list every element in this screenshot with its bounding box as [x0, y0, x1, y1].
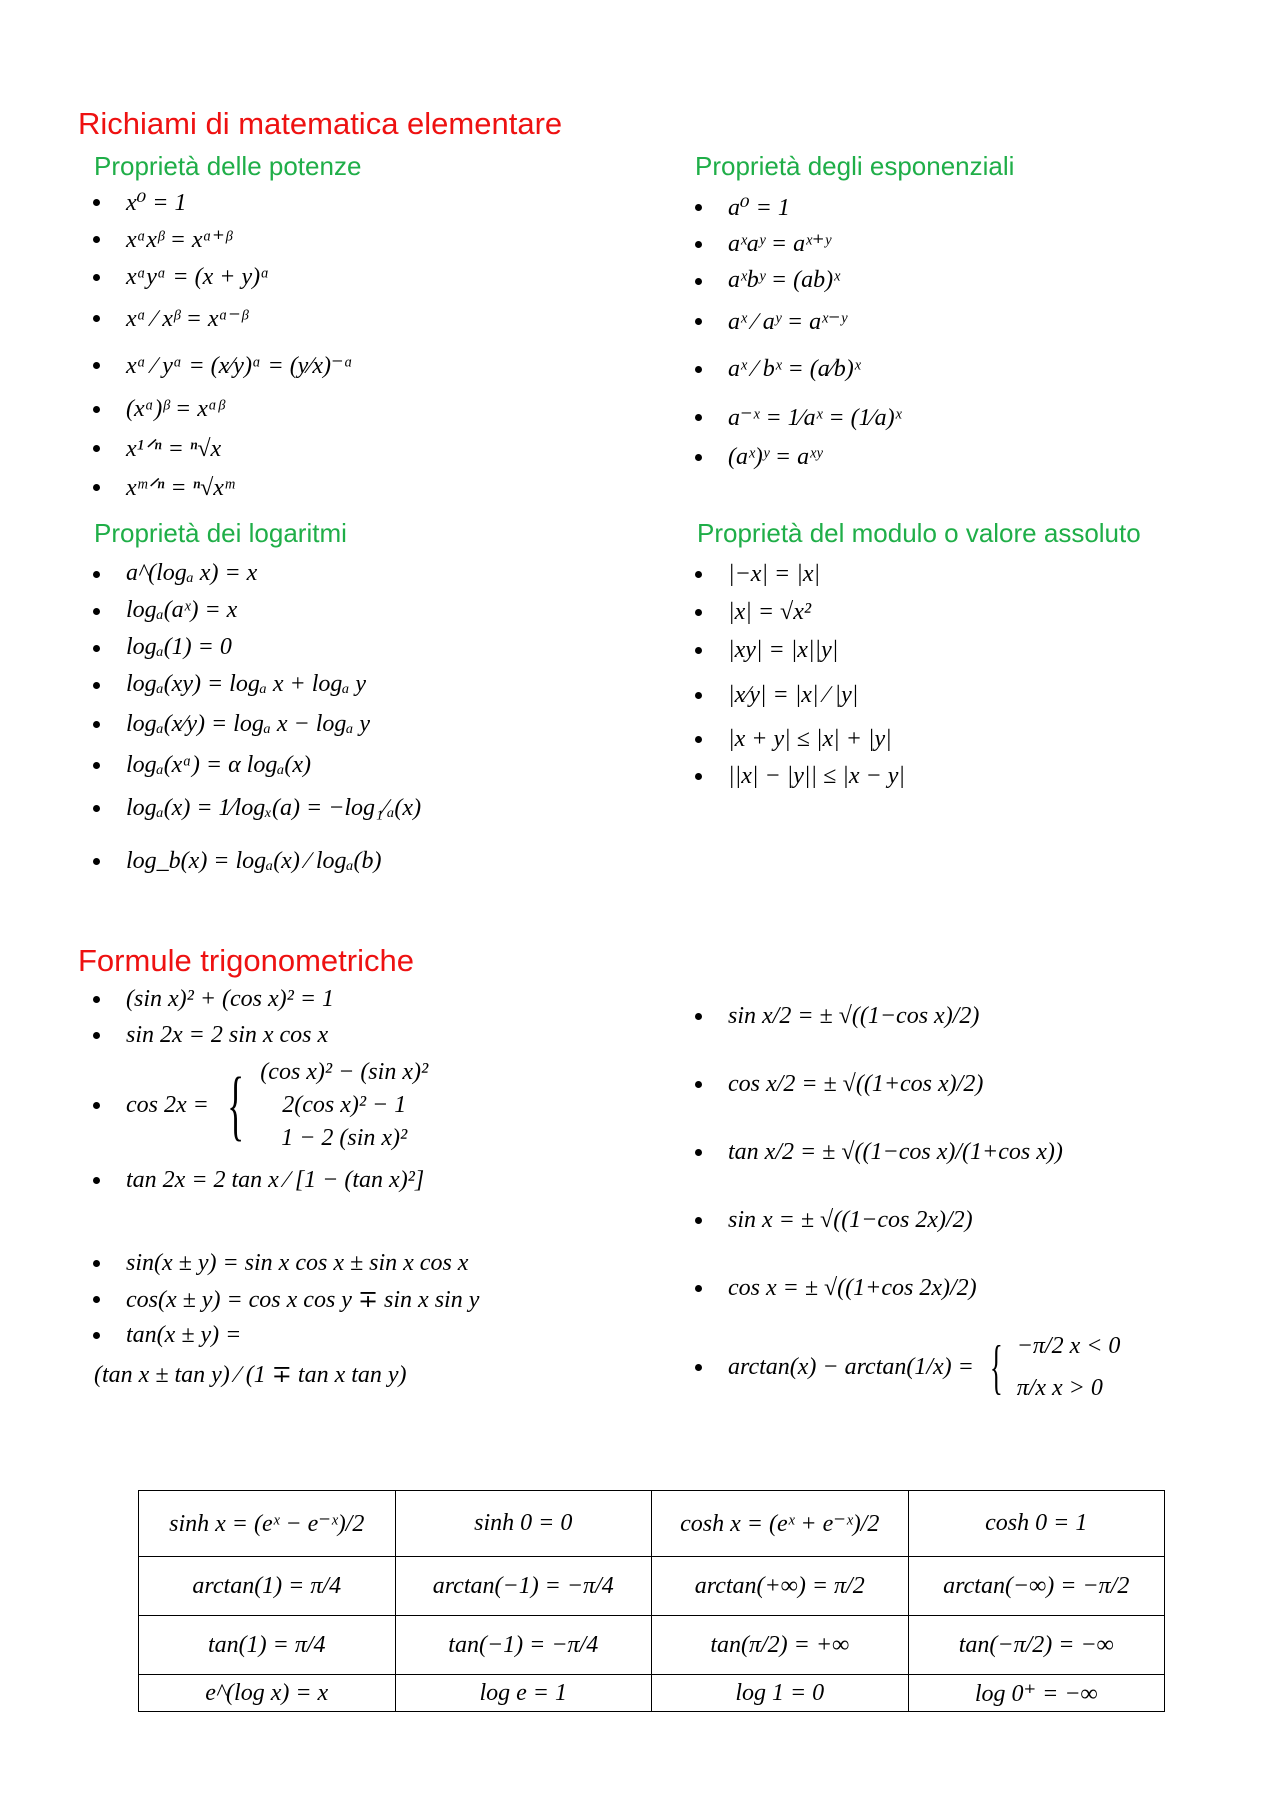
formula-item: log_b(x) = logₐ(x) ∕ logₐ(b): [80, 831, 421, 891]
heading-logarithms: Proprietà dei logaritmi: [94, 518, 347, 548]
table-row: [139, 1491, 1165, 1557]
formula-item: a^(logₐ x) = x: [80, 555, 421, 592]
formula-item: |x∕y| = |x| ∕ |y|: [682, 669, 905, 721]
formula-item: xᵐᐟⁿ = ⁿ√xᵐ: [80, 468, 353, 506]
formula-item: aˣaʸ = aˣ⁺ʸ: [682, 225, 901, 262]
table-cell: log e = 1: [395, 1675, 652, 1712]
table-cell: arctan(−1) = −π/4: [395, 1557, 652, 1616]
table-cell: sinh 0 = 0: [395, 1491, 652, 1557]
formula-item: a⁰ = 1: [682, 189, 901, 225]
formula-item: sin x = ± √((1−cos 2x)/2): [682, 1186, 1120, 1254]
heading-modulus: Proprietà del modulo o valore assoluto: [697, 518, 1141, 548]
formula-item: tan(x ± y) =: [80, 1317, 479, 1353]
table-cell: arctan(+∞) = π/2: [652, 1557, 909, 1616]
table-cell: tan(−π/2) = −∞: [908, 1616, 1165, 1675]
table-cell: e^(log x) = x: [139, 1675, 396, 1712]
formula-item: sin 2x = 2 sin x cos x: [80, 1017, 428, 1053]
formula-item: logₐ(aˣ) = x: [80, 592, 421, 629]
section-title-elementary: Richiami di matematica elementare: [78, 106, 563, 141]
formula-item: logₐ(x∕y) = logₐ x − logₐ y: [80, 703, 421, 745]
table-cell: tan(−1) = −π/4: [395, 1616, 652, 1675]
heading-exponentials: Proprietà degli esponenziali: [695, 151, 1015, 181]
hyperbolic-values-table: [138, 1490, 1165, 1712]
arctan-cases: [1017, 1325, 1121, 1409]
case-line: 2(cos x)² − 1: [282, 1091, 407, 1118]
case-line: 1 − 2 (sin x)²: [281, 1124, 408, 1151]
table-row: [139, 1616, 1165, 1675]
formula-item: x¹ᐟⁿ = ⁿ√x: [80, 428, 353, 468]
modulus-list: [682, 555, 905, 795]
formula-item: logₐ(xᵅ) = α logₐ(x): [80, 745, 421, 785]
table-cell: tan(π/2) = +∞: [652, 1616, 909, 1675]
case-line: π/x x > 0: [1016, 1375, 1103, 1401]
logarithms-list: [80, 555, 421, 891]
formula-item: tan 2x = 2 tan x ∕ [1 − (tan x)²]: [80, 1157, 428, 1203]
formula-item: (aˣ)ʸ = aˣʸ: [682, 439, 901, 475]
formula-item: a⁻ˣ = 1∕aˣ = (1∕a)ˣ: [682, 395, 901, 439]
formula-item: sin x/2 = ± √((1−cos x)/2): [682, 982, 1120, 1050]
section-title-trig: Formule trigonometriche: [78, 943, 414, 978]
formula-item: logₐ(x) = 1∕logₓ(a) = −log₁∕ₐ(x): [80, 785, 421, 831]
formula-item: logₐ(xy) = logₐ x + logₐ y: [80, 666, 421, 703]
formula-item: cos(x ± y) = cos x cos y ∓ sin x sin y: [80, 1281, 479, 1317]
heading-powers: Proprietà delle potenze: [94, 151, 362, 181]
formula-item: tan x/2 = ± √((1−cos x)/(1+cos x)): [682, 1118, 1120, 1186]
table-cell: log 0⁺ = −∞: [908, 1675, 1165, 1712]
formula-item: |x| = √x²: [682, 593, 905, 631]
formula-item: xᵅ ∕ yᵅ = (x∕y)ᵅ = (y∕x)⁻ᵅ: [80, 340, 353, 390]
formula-item: sin(x ± y) = sin x cos x ± sin x cos x: [80, 1245, 479, 1281]
table-cell: cosh 0 = 1: [908, 1491, 1165, 1557]
table-cell: cosh x = (eˣ + e⁻ˣ)/2: [652, 1491, 909, 1557]
formula-item: aˣbʸ = (ab)ˣ: [682, 262, 901, 299]
formula-item: |x + y| ≤ |x| + |y|: [682, 721, 905, 757]
cos2x-cases: [260, 1056, 428, 1155]
table-cell: log 1 = 0: [652, 1675, 909, 1712]
trig-right-list: [682, 982, 1120, 1412]
case-line: (cos x)² − (sin x)²: [260, 1058, 429, 1085]
formula-item: logₐ(1) = 0: [80, 629, 421, 666]
formula-item: |−x| = |x|: [682, 555, 905, 593]
formula-item: (sin x)² + (cos x)² = 1: [80, 981, 428, 1017]
formula-item: xᵅ ∕ xᵝ = xᵅ⁻ᵝ: [80, 296, 353, 340]
table-row: [139, 1675, 1165, 1712]
formula-item: |xy| = |x||y|: [682, 631, 905, 669]
formula-item: aˣ ∕ aʸ = aˣ⁻ʸ: [682, 299, 901, 343]
formula-item: (xᵅ)ᵝ = xᵅᵝ: [80, 390, 353, 428]
table-cell: tan(1) = π/4: [139, 1616, 396, 1675]
formula-item: [80, 1053, 428, 1157]
formula-item: ||x| − |y|| ≤ |x − y|: [682, 757, 905, 795]
tan-sum-expression: (tan x ± tan y) ∕ (1 ∓ tan x tan y): [94, 1362, 407, 1388]
powers-list: [80, 184, 353, 506]
case-line: −π/2 x < 0: [1016, 1333, 1121, 1359]
formula-item: x⁰ = 1: [80, 184, 353, 220]
table-cell: arctan(−∞) = −π/2: [908, 1557, 1165, 1616]
formula-item: xᵅxᵝ = xᵅ⁺ᵝ: [80, 220, 353, 258]
cos2x-label: cos 2x =: [126, 1091, 209, 1118]
formula-item: cos x/2 = ± √((1+cos x)/2): [682, 1050, 1120, 1118]
trig-left-list: [80, 981, 428, 1203]
table-cell: arctan(1) = π/4: [139, 1557, 396, 1616]
formula-item: xᵅyᵅ = (x + y)ᵅ: [80, 258, 353, 296]
exponentials-list: [682, 189, 901, 475]
arctan-label: arctan(x) − arctan(1/x) =: [728, 1353, 974, 1380]
formula-item: aˣ ∕ bˣ = (a∕b)ˣ: [682, 343, 901, 395]
cases-brace: {: [227, 1061, 244, 1148]
formula-item: [682, 1322, 1120, 1412]
formula-item: cos x = ± √((1+cos 2x)/2): [682, 1254, 1120, 1322]
table-cell: sinh x = (eˣ − e⁻ˣ)/2: [139, 1491, 396, 1557]
cases-brace: {: [989, 1334, 1003, 1400]
table-row: [139, 1557, 1165, 1616]
trig-sum-list: [80, 1245, 479, 1353]
